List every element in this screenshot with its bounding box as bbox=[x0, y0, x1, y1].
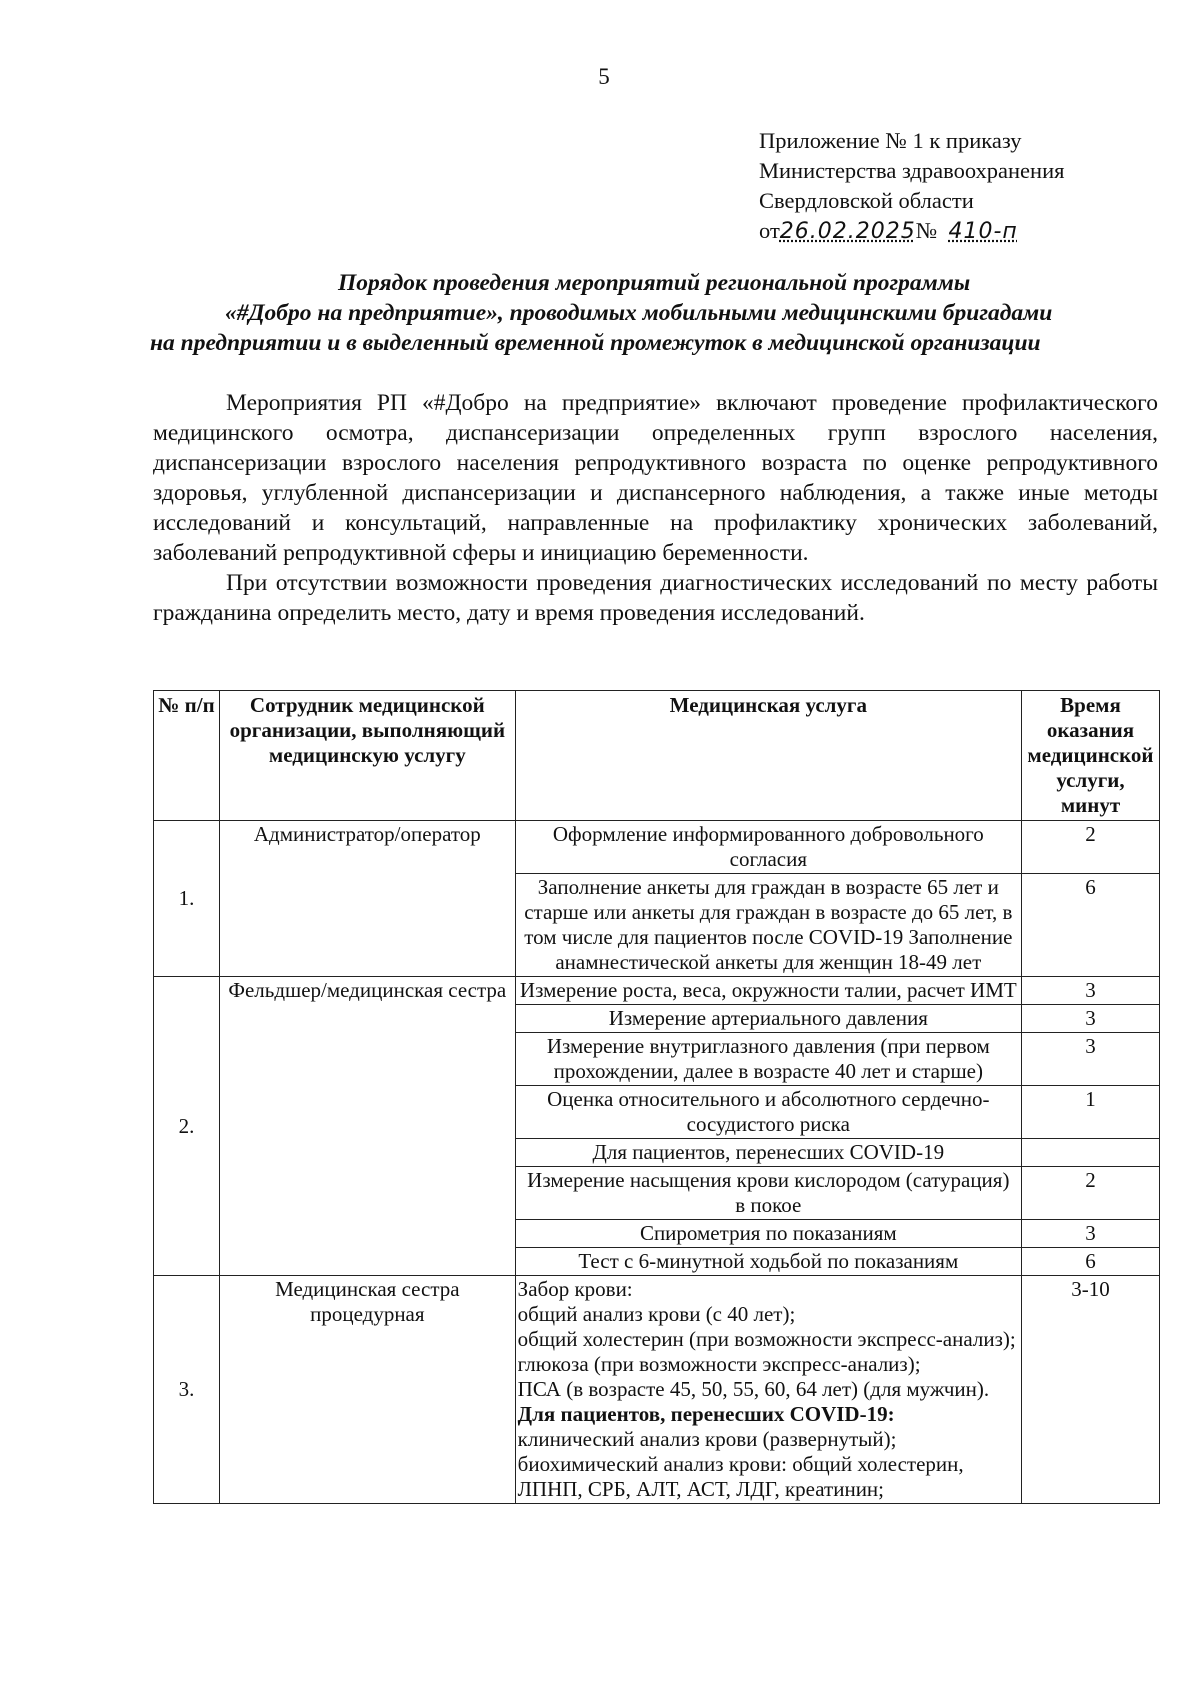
service-cell: Оформление информированного добровольного согласия bbox=[515, 821, 1021, 874]
service-cell: Для пациентов, перенесших COVID-19 bbox=[515, 1139, 1021, 1167]
service-line: общий анализ крови (с 40 лет); bbox=[517, 1302, 796, 1326]
service-cell: Измерение артериального давления bbox=[515, 1005, 1021, 1033]
service-cell: Измерение роста, веса, окружности талии, расчет ИМТ bbox=[515, 977, 1021, 1005]
document-title bbox=[150, 268, 1150, 358]
service-cell: Заполнение анкеты для граждан в возрасте 65 лет и старше или анкеты для граждан в возрасте до 65 лет, в том числе для пациентов после COVID-19 Заполнение анамнестической анкеты для женщин 18-49 лет bbox=[515, 874, 1021, 977]
date-prefix: от bbox=[759, 218, 780, 243]
service-cell: Спирометрия по показаниям bbox=[515, 1220, 1021, 1248]
staff-cell: Медицинская сестра процедурная bbox=[219, 1276, 515, 1504]
row-number: 1. bbox=[154, 821, 220, 977]
time-cell: 1 bbox=[1021, 1086, 1159, 1139]
appendix-line-2: Министерства здравоохранения bbox=[759, 158, 1065, 183]
service-line: клинический анализ крови (развернутый); bbox=[517, 1427, 897, 1451]
header-staff: Сотрудник медицинской организации, выполняющий медицинскую услугу bbox=[219, 691, 515, 821]
time-cell: 3 bbox=[1021, 1220, 1159, 1248]
service-cell: Оценка относительного и абсолютного сердечно-сосудистого риска bbox=[515, 1086, 1021, 1139]
staff-cell: Администратор/оператор bbox=[219, 821, 515, 977]
service-cell: Измерение внутриглазного давления (при первом прохождении, далее в возрасте 40 лет и старше) bbox=[515, 1033, 1021, 1086]
row-number: 2. bbox=[154, 977, 220, 1276]
service-subheading: Для пациентов, перенесших COVID-19: bbox=[517, 1402, 895, 1426]
time-cell: 2 bbox=[1021, 821, 1159, 874]
staff-cell: Фельдшер/медицинская сестра bbox=[219, 977, 515, 1276]
service-line: ПСА (в возрасте 45, 50, 55, 60, 64 лет) (для мужчин). bbox=[517, 1377, 990, 1401]
title-line-3: на предприятии и в выделенный временной промежуток в медицинской организации bbox=[150, 330, 1041, 356]
time-cell: 3 bbox=[1021, 977, 1159, 1005]
appendix-block bbox=[759, 126, 1064, 247]
table-row bbox=[154, 1276, 1160, 1504]
intro-text bbox=[153, 388, 1158, 628]
service-cell: Тест с 6-минутной ходьбой по показаниям bbox=[515, 1248, 1021, 1276]
number-prefix: № bbox=[915, 218, 938, 243]
handwritten-date: 26.02.2025 bbox=[779, 219, 916, 244]
page-number: 5 bbox=[598, 64, 610, 89]
row-number: 3. bbox=[154, 1276, 220, 1504]
time-cell: 2 bbox=[1021, 1167, 1159, 1220]
time-cell: 3-10 bbox=[1021, 1276, 1159, 1504]
time-cell bbox=[1021, 1139, 1159, 1167]
service-line: Забор крови: bbox=[517, 1277, 633, 1301]
title-line-2: «#Добро на предприятие», проводимых мобильными медицинскими бригадами bbox=[225, 300, 1053, 326]
service-cell bbox=[515, 1276, 1021, 1504]
time-cell: 3 bbox=[1021, 1033, 1159, 1086]
title-line-1: Порядок проведения мероприятий региональной программы bbox=[338, 270, 971, 296]
service-line: общий холестерин (при возможности экспресс-анализ); bbox=[517, 1327, 1016, 1351]
time-cell: 6 bbox=[1021, 1248, 1159, 1276]
table-row bbox=[154, 821, 1160, 874]
header-time: Время оказания медицинской услуги, минут bbox=[1021, 691, 1159, 821]
header-num: № п/п bbox=[154, 691, 220, 821]
service-cell: Измерение насыщения крови кислородом (сатурация) в покое bbox=[515, 1167, 1021, 1220]
time-cell: 6 bbox=[1021, 874, 1159, 977]
services-table bbox=[153, 690, 1160, 1504]
intro-paragraph-1: Мероприятия РП «#Добро на предприятие» включают проведение профилактического медицинского осмотра, диспансеризации определенных групп взрослого населения, диспансеризации взрослого населения репродуктивного возраста по оценке репродуктивного здоровья, углубленной диспансеризации и диспансерного наблюдения, а также иные методы исследований и консультаций, направленные на профилактику хронических заболеваний, заболеваний репродуктивной сферы и инициацию беременности. bbox=[153, 390, 1158, 566]
service-line: глюкоза (при возможности экспресс-анализ); bbox=[517, 1352, 921, 1376]
intro-paragraph-2: При отсутствии возможности проведения диагностических исследований по месту работы гражданина определить место, дату и время проведения исследований. bbox=[153, 570, 1158, 626]
table-row bbox=[154, 977, 1160, 1005]
time-cell: 3 bbox=[1021, 1005, 1159, 1033]
appendix-line-1: Приложение № 1 к приказу bbox=[759, 128, 1022, 153]
table-header-row bbox=[154, 691, 1160, 821]
service-line: биохимический анализ крови: общий холестерин, ЛПНП, СРБ, АЛТ, АСТ, ЛДГ, креатинин; bbox=[517, 1452, 964, 1501]
appendix-line-3: Свердловской области bbox=[759, 188, 974, 213]
handwritten-number: 410-п bbox=[948, 219, 1018, 244]
header-service: Медицинская услуга bbox=[515, 691, 1021, 821]
appendix-date-line bbox=[759, 216, 1064, 247]
